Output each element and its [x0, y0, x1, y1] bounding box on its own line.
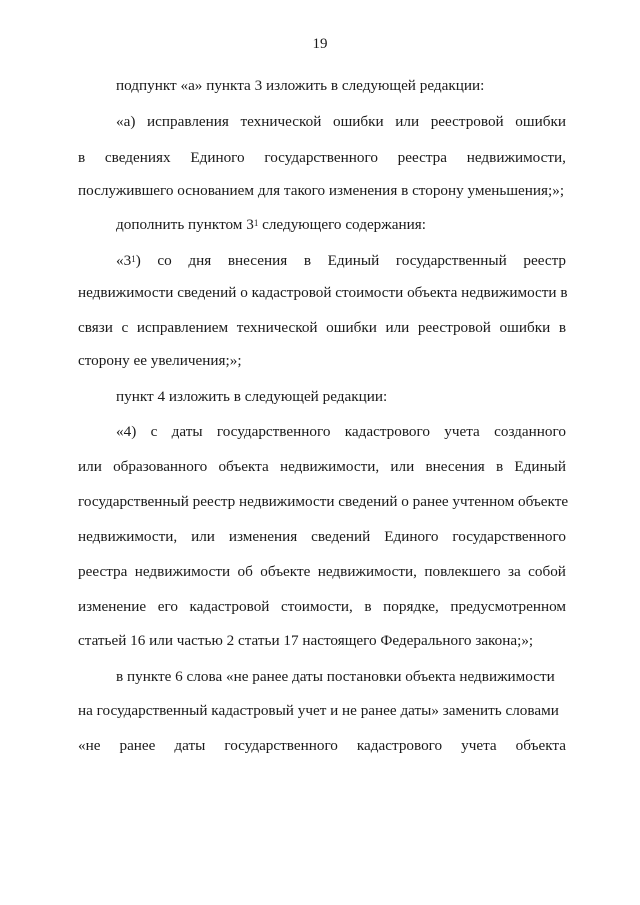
paragraph-line [116, 215, 566, 235]
paragraph-line [78, 318, 566, 338]
word: изменение [78, 598, 147, 615]
page-number: 19 [312, 36, 328, 52]
paragraph-line: подпункт «а» пункта 3 изложить в следующей редакции: [116, 77, 485, 94]
word: даты [171, 423, 203, 440]
word: ранее [119, 737, 156, 754]
word: реестр [523, 252, 566, 269]
paragraph-line: статьей 16 или частью 2 статьи 17 настоящего Федерального закона;»; [78, 632, 534, 649]
word: Единого [190, 149, 245, 166]
paragraph-line: на государственный кадастровый учет и не ранее даты» заменить словами [78, 702, 559, 719]
paragraph-line [78, 527, 566, 547]
word: связи [78, 319, 113, 336]
paragraph-line [78, 562, 566, 582]
word: внесения [425, 458, 485, 475]
word: сведений [311, 528, 371, 545]
word: реестровой [417, 319, 491, 336]
word: порядке, [383, 598, 439, 615]
word: даты [174, 737, 206, 754]
word: учета [461, 737, 497, 754]
paragraph-line [78, 148, 566, 168]
paragraph-line: послужившего основанием для такого изменения в сторону уменьшения;»; [78, 182, 565, 199]
word: недвижимости, [78, 528, 178, 545]
word: исправления [147, 113, 229, 130]
text-fragment: следующего содержания: [258, 216, 426, 233]
word: об [237, 563, 253, 580]
word: государственного [452, 528, 566, 545]
word: государственного [264, 149, 378, 166]
paragraph-line: сторону ее увеличения;»; [78, 352, 242, 369]
word: предусмотренном [450, 598, 566, 615]
word: изменения [228, 528, 298, 545]
paragraph-line: пункт 4 изложить в следующей редакции: [116, 388, 388, 405]
paragraph-line: государственный реестр недвижимости сведений о ранее учтенном объекте [78, 493, 569, 510]
word: или [78, 458, 102, 475]
word: или [395, 113, 420, 130]
word: объекта [515, 737, 566, 754]
word: со [157, 252, 172, 269]
word: стоимости, [281, 598, 353, 615]
word: дня [188, 252, 212, 269]
paragraph-line [116, 251, 566, 271]
word: недвижимости, [279, 458, 380, 475]
word: кадастровой [189, 598, 270, 615]
word: ошибки [332, 113, 384, 130]
word: созданного [494, 423, 566, 440]
word: объекте [260, 563, 311, 580]
word: в [364, 598, 372, 615]
word: недвижимости, [317, 563, 417, 580]
paragraph-line [78, 736, 566, 756]
superscript: 1 [131, 254, 136, 264]
word: государственный [395, 252, 507, 269]
word: исправлением [136, 319, 229, 336]
word: за [508, 563, 521, 580]
word: в [78, 149, 86, 166]
word: ошибки [326, 319, 377, 336]
paragraph-line [116, 112, 566, 132]
word: повлекшего [424, 563, 501, 580]
paragraph-line [78, 457, 566, 477]
word: в [303, 252, 311, 269]
paragraph-line: недвижимости сведений о кадастровой стоимости объекта недвижимости в [78, 284, 568, 301]
word: государственного [224, 737, 338, 754]
text-fragment: «3 [116, 252, 132, 269]
word: ошибки [515, 113, 566, 130]
word: или [390, 458, 415, 475]
word: образованного [113, 458, 208, 475]
word: реестровой [430, 113, 504, 130]
word: реестра [397, 149, 448, 166]
paragraph-line: в пункте 6 слова «не ранее даты постановки объекта недвижимости [116, 668, 555, 685]
word: с [121, 319, 129, 336]
word: технической [236, 319, 318, 336]
word: кадастрового [344, 423, 430, 440]
word: государственного [216, 423, 331, 440]
word: в [558, 319, 566, 336]
paragraph-line [78, 597, 566, 617]
word: учета [444, 423, 480, 440]
word: сведениях [104, 149, 171, 166]
word: технической [240, 113, 322, 130]
word: в [495, 458, 504, 475]
word: собой [528, 563, 566, 580]
word: недвижимости, [466, 149, 566, 166]
word: Единого [384, 528, 439, 545]
word [116, 251, 141, 271]
word: или [191, 528, 215, 545]
word: кадастрового [356, 737, 443, 754]
word: ошибки [499, 319, 551, 336]
text-fragment: ) [135, 252, 141, 269]
paragraph-line [116, 422, 566, 442]
word: «4) [116, 423, 137, 440]
word: объекта [218, 458, 269, 475]
word: «не [78, 737, 101, 754]
word: Единый [514, 458, 566, 475]
word: или [385, 319, 410, 336]
word: внесения [227, 252, 288, 269]
superscript: 1 [253, 218, 259, 228]
word: реестра [78, 563, 128, 580]
text-fragment: дополнить пунктом 3 [116, 216, 254, 233]
word: недвижимости [134, 563, 231, 580]
word: «а) [116, 113, 136, 130]
word: его [157, 598, 178, 615]
word: Единый [327, 252, 380, 269]
word: с [150, 423, 158, 440]
